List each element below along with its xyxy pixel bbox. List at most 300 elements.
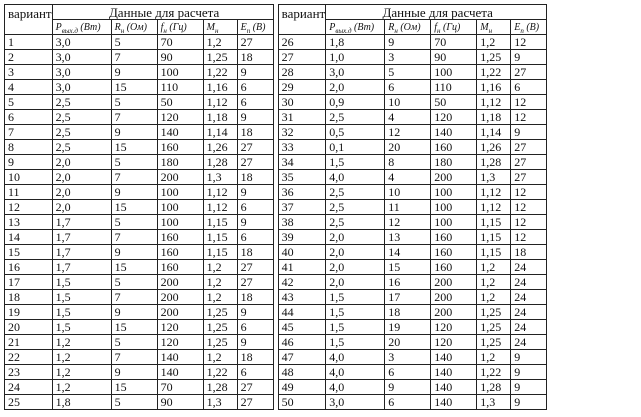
frequency-cell: 50: [157, 95, 203, 110]
m-cell: 1,18: [477, 110, 511, 125]
voltage-cell: 27: [237, 260, 273, 275]
power-cell: 2,0: [326, 230, 385, 245]
variant-cell: 14: [5, 230, 53, 245]
voltage-cell: 9: [511, 350, 547, 365]
frequency-cell: 90: [431, 50, 477, 65]
param-subscript: н: [394, 26, 398, 35]
voltage-cell: 6: [237, 320, 273, 335]
variant-cell: 7: [5, 125, 53, 140]
voltage-cell: 6: [511, 80, 547, 95]
variant-cell: 35: [278, 170, 326, 185]
power-cell: 1,5: [52, 290, 111, 305]
voltage-cell: 27: [511, 140, 547, 155]
resistance-cell: 5: [111, 95, 157, 110]
voltage-cell: 27: [237, 140, 273, 155]
variant-cell: 48: [278, 365, 326, 380]
variants-table-right: [278, 4, 548, 410]
variant-cell: 45: [278, 320, 326, 335]
m-cell: 1,25: [477, 50, 511, 65]
table-row: [5, 365, 274, 380]
table-row: [278, 350, 547, 365]
resistance-cell: 18: [385, 305, 431, 320]
variant-cell: 10: [5, 170, 53, 185]
frequency-cell: 100: [157, 185, 203, 200]
variant-cell: 32: [278, 125, 326, 140]
m-cell: 1,15: [477, 230, 511, 245]
m-cell: 1,15: [203, 245, 237, 260]
power-cell: 2,0: [326, 245, 385, 260]
voltage-cell: 24: [511, 275, 547, 290]
frequency-cell: 200: [431, 170, 477, 185]
table-row: [5, 50, 274, 65]
voltage-cell: 18: [237, 245, 273, 260]
table-row: [5, 35, 274, 50]
resistance-cell: 7: [111, 170, 157, 185]
frequency-cell: 120: [157, 320, 203, 335]
m-cell: 1,2: [477, 35, 511, 50]
table-row: [278, 50, 547, 65]
variant-cell: 6: [5, 110, 53, 125]
m-cell: 1,14: [203, 125, 237, 140]
power-cell: 1,8: [326, 35, 385, 50]
power-cell: 0,1: [326, 140, 385, 155]
m-cell: 1,16: [203, 80, 237, 95]
m-cell: 1,15: [477, 245, 511, 260]
frequency-cell: 50: [431, 95, 477, 110]
frequency-cell: 100: [157, 215, 203, 230]
m-cell: 1,12: [203, 185, 237, 200]
param-symbol: P: [55, 21, 62, 33]
m-cell: 1,28: [477, 155, 511, 170]
frequency-cell: 200: [157, 290, 203, 305]
frequency-cell: 100: [431, 65, 477, 80]
frequency-cell: 100: [157, 65, 203, 80]
table-row: [278, 80, 547, 95]
power-cell: 1,5: [326, 305, 385, 320]
power-cell: 3,0: [52, 50, 111, 65]
m-cell: 1,25: [477, 335, 511, 350]
power-cell: 1,2: [52, 335, 111, 350]
table-row: [278, 125, 547, 140]
frequency-cell: 120: [157, 335, 203, 350]
variant-cell: 42: [278, 275, 326, 290]
variant-cell: 38: [278, 215, 326, 230]
voltage-cell: 27: [511, 155, 547, 170]
voltage-cell: 12: [511, 110, 547, 125]
table-row: [5, 200, 274, 215]
param-subscript: н: [120, 26, 125, 35]
power-cell: 4,0: [326, 365, 385, 380]
table-row: [278, 170, 547, 185]
voltage-cell: 12: [511, 200, 547, 215]
frequency-cell: 160: [157, 260, 203, 275]
resistance-cell: 8: [385, 155, 431, 170]
m-cell: 1,2: [203, 275, 237, 290]
table-row: [5, 80, 274, 95]
resistance-cell: 12: [385, 215, 431, 230]
power-cell: 1,5: [326, 155, 385, 170]
table-row: [5, 125, 274, 140]
voltage-cell: 18: [237, 290, 273, 305]
power-cell: 2,0: [326, 275, 385, 290]
frequency-cell: 200: [431, 275, 477, 290]
resistance-cell: 5: [111, 215, 157, 230]
table-row: [5, 260, 274, 275]
frequency-cell: 100: [431, 215, 477, 230]
table-row: [278, 35, 547, 50]
variant-cell: 4: [5, 80, 53, 95]
frequency-cell: 140: [431, 125, 477, 140]
header-row: [5, 5, 274, 20]
m-cell: 1,3: [203, 395, 237, 410]
voltage-cell: 6: [237, 365, 273, 380]
table-row: [5, 395, 274, 410]
voltage-cell: 6: [237, 230, 273, 245]
resistance-cell: 5: [111, 35, 157, 50]
param-unit: (В): [523, 21, 540, 33]
data-group-header: Данные для расчета: [326, 5, 547, 20]
m-cell: 1,15: [477, 215, 511, 230]
resistance-cell: 6: [385, 395, 431, 410]
variant-cell: 49: [278, 380, 326, 395]
resistance-cell: 5: [111, 275, 157, 290]
frequency-cell: 90: [157, 395, 203, 410]
resistance-cell: 9: [111, 185, 157, 200]
variant-cell: 12: [5, 200, 53, 215]
variant-cell: 3: [5, 65, 53, 80]
voltage-cell: 27: [237, 380, 273, 395]
resistance-cell: 15: [111, 260, 157, 275]
variant-cell: 31: [278, 110, 326, 125]
resistance-cell: 17: [385, 290, 431, 305]
resistance-cell: 15: [111, 200, 157, 215]
resistance-cell: 4: [385, 110, 431, 125]
voltage-cell: 9: [511, 380, 547, 395]
resistance-cell: 16: [385, 275, 431, 290]
power-cell: 3,0: [326, 65, 385, 80]
resistance-cell: 3: [385, 350, 431, 365]
m-cell: 1,26: [203, 140, 237, 155]
m-cell: 1,2: [477, 350, 511, 365]
resistance-cell: 10: [385, 185, 431, 200]
param-subscript: вых.д: [61, 26, 78, 35]
table-row: [278, 155, 547, 170]
param-subscript: н: [214, 26, 219, 35]
power-cell: 2,5: [326, 185, 385, 200]
m-cell: 1,12: [477, 200, 511, 215]
table-row: [5, 110, 274, 125]
frequency-cell: 120: [431, 335, 477, 350]
power-cell: 1,5: [52, 320, 111, 335]
m-cell: 1,2: [203, 35, 237, 50]
power-cell: 1,2: [52, 365, 111, 380]
m-cell: 1,16: [477, 80, 511, 95]
resistance-cell: 7: [111, 110, 157, 125]
table-row: [5, 185, 274, 200]
param-symbol: M: [480, 21, 489, 33]
variant-cell: 17: [5, 275, 53, 290]
resistance-cell: 9: [111, 125, 157, 140]
voltage-cell: 12: [511, 185, 547, 200]
param-symbol: E: [514, 21, 521, 33]
resistance-cell: 15: [111, 80, 157, 95]
power-cell: 1,5: [326, 320, 385, 335]
param-symbol: f: [434, 21, 437, 33]
frequency-cell: 160: [431, 140, 477, 155]
variant-cell: 30: [278, 95, 326, 110]
resistance-cell: 14: [385, 245, 431, 260]
frequency-cell: 140: [431, 395, 477, 410]
frequency-cell: 140: [157, 125, 203, 140]
m-cell: 1,25: [477, 305, 511, 320]
power-cell: 2,5: [326, 215, 385, 230]
frequency-cell: 180: [157, 155, 203, 170]
table-row: [278, 140, 547, 155]
resistance-cell: 7: [111, 290, 157, 305]
variant-cell: 5: [5, 95, 53, 110]
resistance-cell: 11: [385, 200, 431, 215]
voltage-cell: 9: [237, 65, 273, 80]
power-cell: 3,0: [52, 65, 111, 80]
variant-header: вариант: [278, 5, 326, 35]
frequency-cell: 70: [157, 380, 203, 395]
frequency-cell: 140: [157, 365, 203, 380]
variant-cell: 46: [278, 335, 326, 350]
param-unit: (В): [250, 21, 266, 33]
frequency-cell: 90: [157, 50, 203, 65]
power-cell: 1,5: [326, 335, 385, 350]
variant-cell: 40: [278, 245, 326, 260]
resistance-cell: 4: [385, 170, 431, 185]
table-row: [5, 155, 274, 170]
table-row: [278, 395, 547, 410]
param-symbol: f: [160, 21, 164, 33]
m-cell: 1,2: [477, 275, 511, 290]
power-cell: 1,7: [52, 260, 111, 275]
voltage-cell: 9: [511, 125, 547, 140]
table-row: [5, 65, 274, 80]
frequency-cell: 100: [431, 200, 477, 215]
variant-cell: 29: [278, 80, 326, 95]
param-header: [157, 20, 203, 35]
frequency-cell: 70: [431, 35, 477, 50]
power-cell: 2,0: [52, 155, 111, 170]
resistance-cell: 6: [385, 80, 431, 95]
power-cell: 1,7: [52, 245, 111, 260]
m-cell: 1,15: [203, 230, 237, 245]
m-cell: 1,22: [203, 365, 237, 380]
variant-cell: 16: [5, 260, 53, 275]
m-cell: 1,26: [477, 140, 511, 155]
variant-cell: 11: [5, 185, 53, 200]
resistance-cell: 6: [385, 365, 431, 380]
frequency-cell: 120: [431, 110, 477, 125]
voltage-cell: 12: [511, 95, 547, 110]
frequency-cell: 110: [431, 80, 477, 95]
frequency-cell: 110: [157, 80, 203, 95]
voltage-cell: 27: [237, 155, 273, 170]
param-subscript: п: [520, 26, 524, 35]
variant-cell: 15: [5, 245, 53, 260]
table-row: [278, 275, 547, 290]
frequency-cell: 120: [431, 320, 477, 335]
table-row: [5, 230, 274, 245]
variant-cell: 18: [5, 290, 53, 305]
variant-cell: 50: [278, 395, 326, 410]
resistance-cell: 9: [111, 65, 157, 80]
param-symbol: M: [206, 21, 215, 33]
power-cell: 2,5: [326, 110, 385, 125]
frequency-cell: 120: [157, 110, 203, 125]
voltage-cell: 18: [511, 245, 547, 260]
power-cell: 2,5: [52, 95, 111, 110]
variant-cell: 43: [278, 290, 326, 305]
variant-cell: 2: [5, 50, 53, 65]
voltage-cell: 24: [511, 335, 547, 350]
m-cell: 1,12: [477, 185, 511, 200]
resistance-cell: 5: [385, 65, 431, 80]
param-unit: (Ом): [397, 21, 421, 33]
voltage-cell: 24: [511, 320, 547, 335]
voltage-cell: 9: [511, 395, 547, 410]
param-subscript: вых.д: [335, 26, 352, 35]
param-header: [385, 20, 431, 35]
variant-cell: 47: [278, 350, 326, 365]
param-header: [203, 20, 237, 35]
param-header: [477, 20, 511, 35]
table-row: [278, 215, 547, 230]
table-row: [5, 215, 274, 230]
variant-cell: 8: [5, 140, 53, 155]
resistance-cell: 5: [111, 335, 157, 350]
m-cell: 1,2: [203, 260, 237, 275]
table-row: [278, 290, 547, 305]
table-row: [278, 65, 547, 80]
resistance-cell: 3: [385, 50, 431, 65]
variant-cell: 33: [278, 140, 326, 155]
param-subscript: н: [488, 26, 493, 35]
table-row: [5, 170, 274, 185]
m-cell: 1,3: [477, 170, 511, 185]
frequency-cell: 200: [157, 275, 203, 290]
m-cell: 1,3: [477, 395, 511, 410]
voltage-cell: 18: [237, 170, 273, 185]
voltage-cell: 9: [511, 365, 547, 380]
frequency-cell: 160: [431, 245, 477, 260]
table-row: [278, 260, 547, 275]
power-cell: 2,5: [52, 110, 111, 125]
param-symbol: R: [388, 21, 395, 33]
m-cell: 1,28: [477, 380, 511, 395]
data-group-header: Данные для расчета: [52, 5, 273, 20]
m-cell: 1,15: [203, 215, 237, 230]
voltage-cell: 6: [237, 80, 273, 95]
power-cell: 3,0: [326, 395, 385, 410]
resistance-cell: 7: [111, 350, 157, 365]
frequency-cell: 100: [157, 200, 203, 215]
voltage-cell: 9: [511, 50, 547, 65]
resistance-cell: 9: [385, 35, 431, 50]
resistance-cell: 9: [111, 305, 157, 320]
voltage-cell: 12: [511, 230, 547, 245]
power-cell: 1,2: [52, 350, 111, 365]
variant-cell: 19: [5, 305, 53, 320]
m-cell: 1,2: [477, 290, 511, 305]
power-cell: 1,0: [326, 50, 385, 65]
m-cell: 1,25: [203, 320, 237, 335]
m-cell: 1,2: [477, 260, 511, 275]
param-unit: (Гц): [440, 21, 461, 33]
param-unit: (Гц): [166, 21, 187, 33]
voltage-cell: 27: [237, 35, 273, 50]
voltage-cell: 9: [237, 305, 273, 320]
frequency-cell: 140: [431, 350, 477, 365]
resistance-cell: 19: [385, 320, 431, 335]
voltage-cell: 18: [237, 50, 273, 65]
param-header: [237, 20, 273, 35]
frequency-cell: 200: [431, 290, 477, 305]
power-cell: 2,5: [326, 200, 385, 215]
voltage-cell: 9: [237, 185, 273, 200]
table-row: [278, 365, 547, 380]
table-row: [278, 95, 547, 110]
voltage-cell: 18: [237, 350, 273, 365]
m-cell: 1,22: [203, 65, 237, 80]
table-row: [278, 230, 547, 245]
power-cell: 2,0: [52, 200, 111, 215]
resistance-cell: 20: [385, 335, 431, 350]
resistance-cell: 10: [385, 95, 431, 110]
variant-cell: 23: [5, 365, 53, 380]
resistance-cell: 15: [385, 260, 431, 275]
table-row: [5, 275, 274, 290]
m-cell: 1,2: [203, 350, 237, 365]
voltage-cell: 27: [237, 275, 273, 290]
frequency-cell: 200: [431, 305, 477, 320]
resistance-cell: 15: [111, 380, 157, 395]
resistance-cell: 5: [111, 155, 157, 170]
voltage-cell: 6: [237, 200, 273, 215]
power-cell: 0,9: [326, 95, 385, 110]
voltage-cell: 12: [511, 215, 547, 230]
power-cell: 3,0: [52, 80, 111, 95]
m-cell: 1,2: [203, 290, 237, 305]
variant-cell: 36: [278, 185, 326, 200]
variant-cell: 1: [5, 35, 53, 50]
power-cell: 0,5: [326, 125, 385, 140]
frequency-cell: 160: [157, 230, 203, 245]
m-cell: 1,22: [477, 365, 511, 380]
power-cell: 1,8: [52, 395, 111, 410]
power-cell: 4,0: [326, 350, 385, 365]
param-header: [111, 20, 157, 35]
variant-cell: 34: [278, 155, 326, 170]
m-cell: 1,18: [203, 110, 237, 125]
table-row: [5, 95, 274, 110]
param-symbol: R: [114, 21, 121, 33]
resistance-cell: 13: [385, 230, 431, 245]
param-subscript: н: [437, 26, 441, 35]
voltage-cell: 27: [237, 395, 273, 410]
variants-table-left: [4, 4, 274, 410]
variant-cell: 37: [278, 200, 326, 215]
variant-cell: 39: [278, 230, 326, 245]
power-cell: 2,0: [52, 185, 111, 200]
frequency-cell: 160: [157, 140, 203, 155]
variant-cell: 21: [5, 335, 53, 350]
table-row: [278, 185, 547, 200]
variants-tables: [4, 4, 547, 410]
